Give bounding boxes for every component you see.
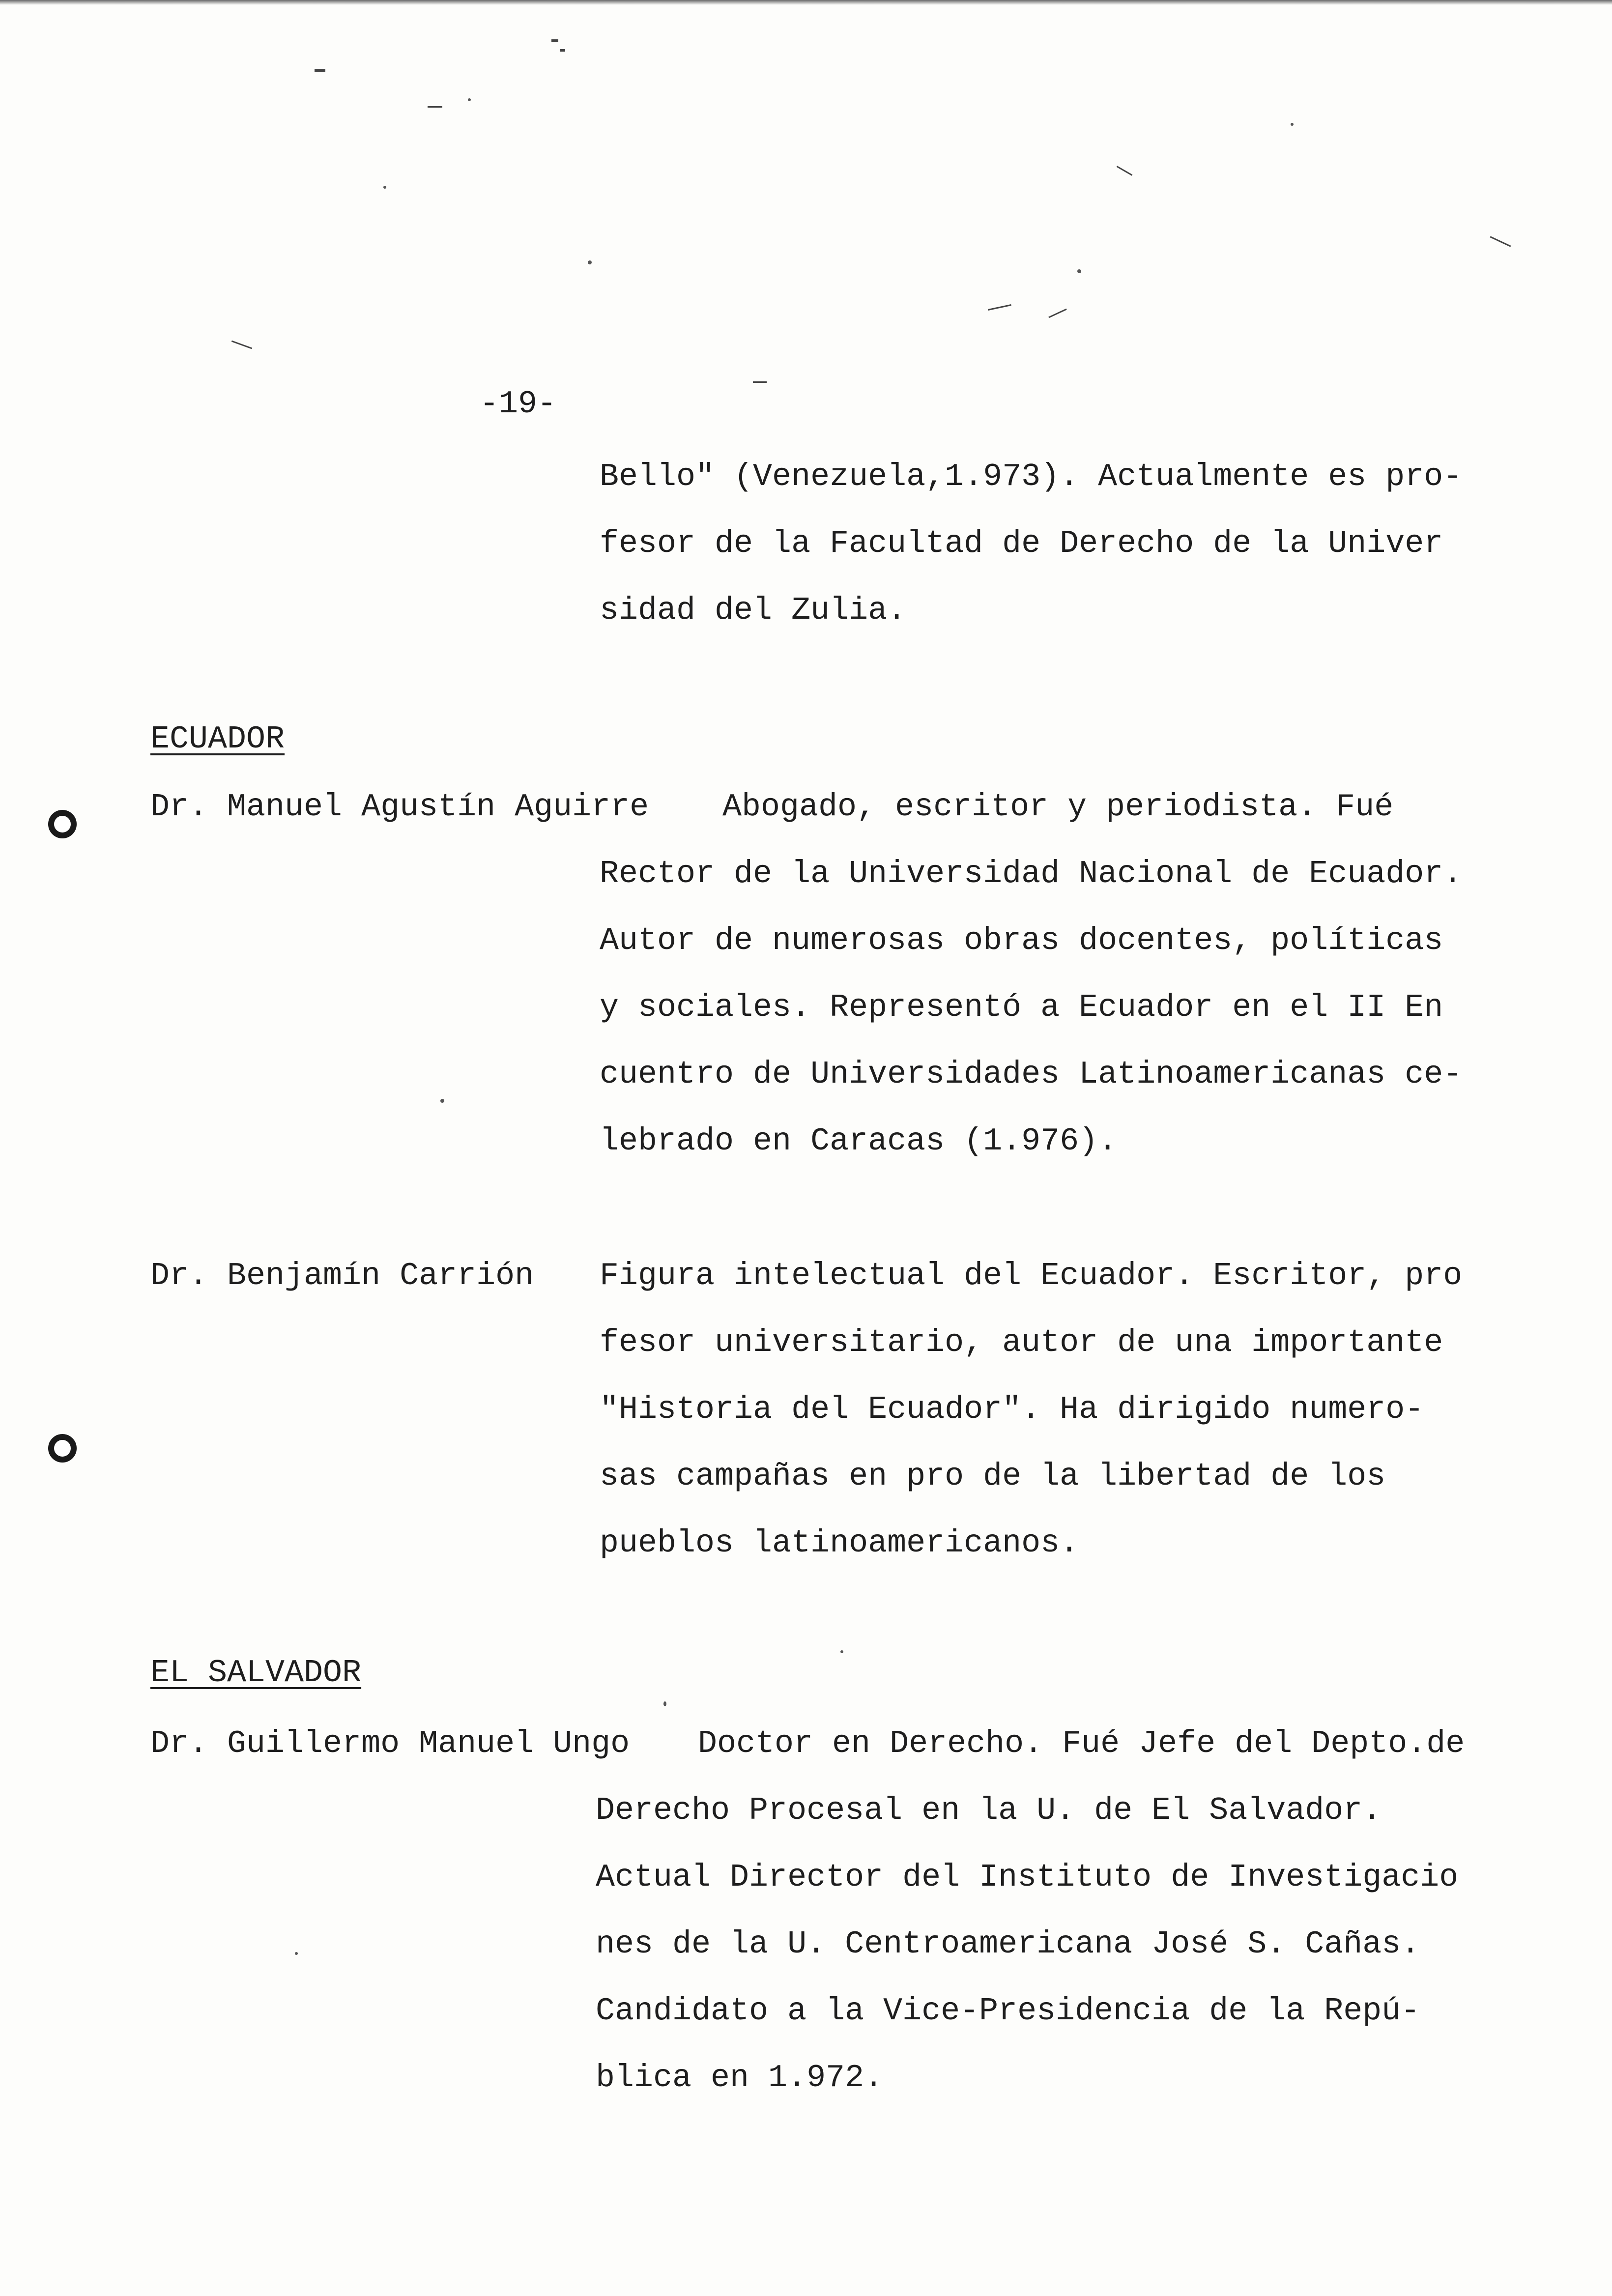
stray-mark — [560, 49, 565, 52]
entry-text-line: pueblos latinoamericanos. — [600, 1525, 1079, 1561]
entry-text-line: Candidato a la Vice-Presidencia de la Repú- — [596, 1993, 1420, 2029]
section-heading-ecuador: ECUADOR — [150, 721, 285, 757]
stray-mark — [1048, 309, 1067, 318]
entry-text-line: nes de la U. Centroamericana José S. Cañas. — [596, 1926, 1420, 1962]
stray-mark — [1077, 269, 1081, 273]
entry-text-line: Autor de numerosas obras docentes, políticas — [600, 922, 1443, 959]
entry-text-line: Doctor en Derecho. Fué Jefe del Depto.de — [698, 1725, 1465, 1762]
entry-text-line: cuentro de Universidades Latinoamericanas ce- — [600, 1056, 1463, 1092]
entry-text-line: lebrado en Caracas (1.976). — [600, 1123, 1118, 1159]
stray-mark — [1117, 166, 1133, 176]
scan-top-edge — [0, 0, 1612, 5]
entry-text-line: y sociales. Representó a Ecuador en el II En — [600, 989, 1443, 1026]
stray-mark — [551, 39, 558, 42]
stray-mark — [753, 381, 767, 383]
entry-text-line: Derecho Procesal en la U. de El Salvador. — [596, 1792, 1382, 1829]
entry-text-line: Abogado, escritor y periodista. Fué — [722, 789, 1394, 825]
entry-text-line: sas campañas en pro de la libertad de los — [600, 1458, 1386, 1494]
punch-hole-top — [48, 810, 77, 838]
punch-hole-bottom — [48, 1434, 77, 1463]
continuation-line-1: Bello" (Venezuela,1.973). Actualmente es pro- — [600, 459, 1463, 495]
continuation-line-2: fesor de la Facultad de Derecho de la Univer — [600, 525, 1443, 562]
stray-mark — [1490, 236, 1511, 247]
stray-mark — [315, 69, 325, 72]
entry-text-line: Actual Director del Instituto de Investigacio — [596, 1859, 1459, 1895]
stray-mark — [383, 186, 386, 189]
stray-mark — [840, 1650, 843, 1653]
stray-mark — [468, 98, 471, 101]
entry-text-line: Rector de la Universidad Nacional de Ecuador. — [600, 856, 1463, 892]
entry-text-line: blica en 1.972. — [596, 2060, 884, 2096]
stray-mark — [440, 1099, 444, 1103]
stray-mark — [588, 260, 592, 264]
entry-name-carrion: Dr. Benjamín Carrión — [150, 1258, 534, 1294]
stray-mark — [231, 341, 252, 349]
entry-name-ungo: Dr. Guillermo Manuel Ungo — [150, 1725, 630, 1762]
page-number: -19- — [480, 386, 557, 422]
stray-mark — [295, 1952, 298, 1955]
section-heading-el-salvador: EL SALVADOR — [150, 1655, 362, 1691]
entry-text-line: Figura intelectual del Ecuador. Escritor, pro — [600, 1258, 1463, 1294]
continuation-line-3: sidad del Zulia. — [600, 592, 907, 629]
entry-text-line: "Historia del Ecuador". Ha dirigido numero- — [600, 1391, 1424, 1428]
entry-text-line: fesor universitario, autor de una importante — [600, 1324, 1443, 1361]
stray-mark — [663, 1701, 666, 1706]
stray-mark — [988, 304, 1011, 311]
stray-mark — [428, 106, 442, 108]
stray-mark — [1291, 123, 1294, 126]
entry-name-aguirre: Dr. Manuel Agustín Aguirre — [150, 789, 649, 825]
